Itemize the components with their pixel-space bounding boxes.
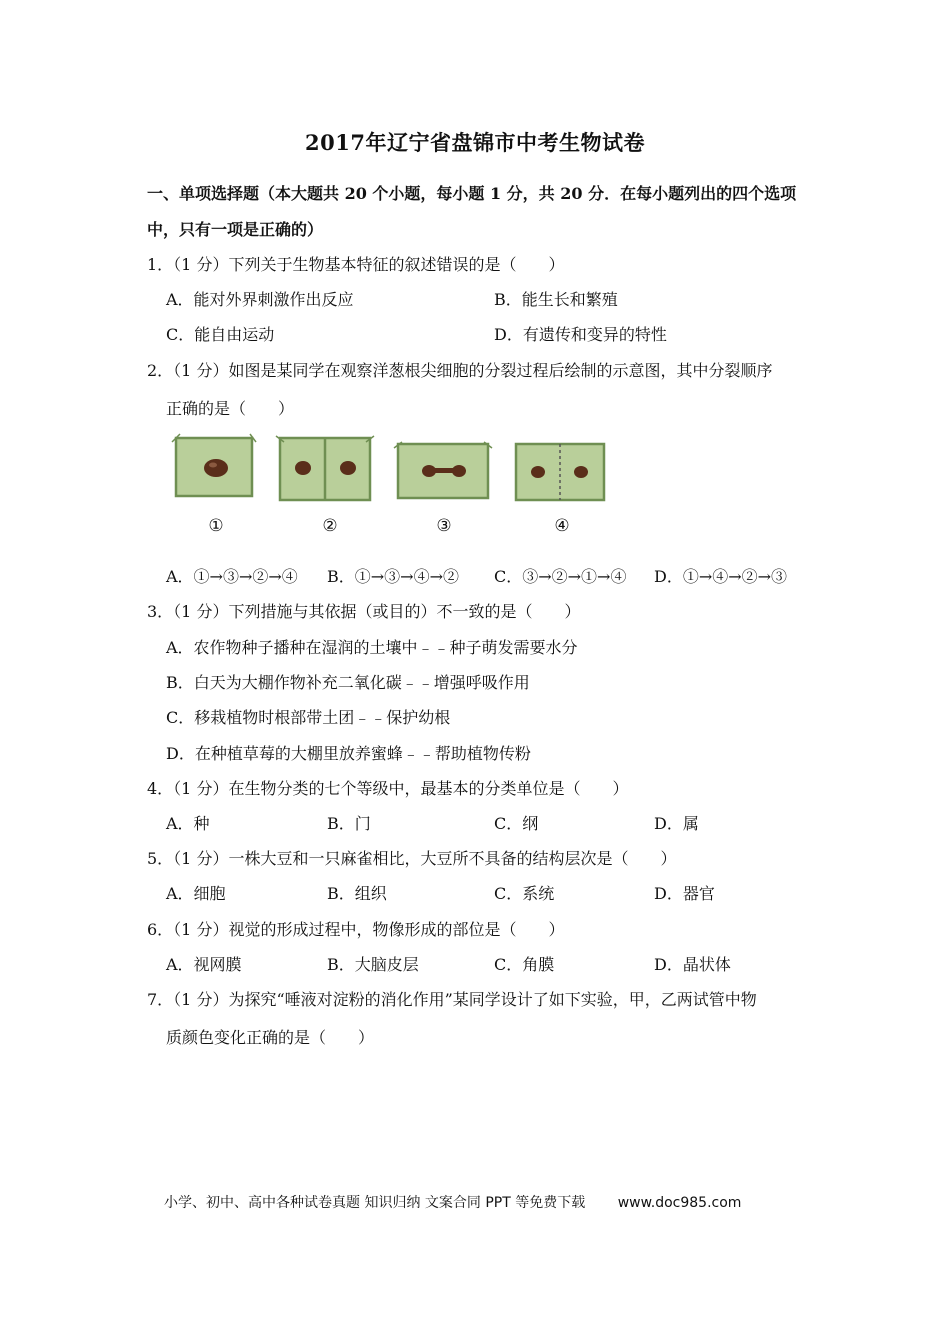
question-5-option-a: A．细胞 bbox=[166, 884, 226, 903]
question-4-option-d: D．属 bbox=[654, 814, 699, 833]
page-footer bbox=[164, 1192, 741, 1212]
question-1-option-b: B．能生长和繁殖 bbox=[494, 290, 618, 309]
question-1-option-d: D．有遗传和变异的特性 bbox=[494, 325, 667, 344]
question-7-stem-line1: 7．（1 分）为探究“唾液对淀粉的消化作用”某同学设计了如下实验，甲，乙两试管中物 bbox=[147, 990, 757, 1009]
question-5-option-b: B．组织 bbox=[327, 884, 387, 903]
question-1-option-a: A．能对外界刺激作出反应 bbox=[166, 290, 354, 309]
cell-4-diagram bbox=[516, 444, 604, 500]
question-7-stem-line2: 质颜色变化正确的是（ ） bbox=[166, 1028, 375, 1047]
question-2-option-a: A．①→③→②→④ bbox=[166, 567, 298, 586]
question-5-option-c: C．系统 bbox=[494, 884, 555, 903]
figure-label-3: ③ bbox=[436, 516, 452, 536]
question-3-option-b: B．白天为大棚作物补充二氧化碳﹣﹣增强呼吸作用 bbox=[166, 673, 530, 692]
figure-label-4: ④ bbox=[554, 516, 570, 536]
figure-label-1: ① bbox=[208, 516, 224, 536]
question-3-option-d: D．在种植草莓的大棚里放养蜜蜂﹣﹣帮助植物传粉 bbox=[166, 744, 531, 763]
question-2-stem-line1: 2．（1 分）如图是某同学在观察洋葱根尖细胞的分裂过程后绘制的示意图，其中分裂顺序 bbox=[147, 361, 773, 380]
question-5-stem: 5．（1 分）一株大豆和一只麻雀相比，大豆所不具备的结构层次是（ ） bbox=[147, 849, 677, 868]
figure-label-2: ② bbox=[322, 516, 338, 536]
question-2-option-d: D．①→④→②→③ bbox=[654, 567, 788, 586]
question-3-option-c: C．移栽植物时根部带土团﹣﹣保护幼根 bbox=[166, 708, 451, 727]
question-4-stem: 4．（1 分）在生物分类的七个等级中，最基本的分类单位是（ ） bbox=[147, 779, 629, 798]
question-5-option-d: D．器官 bbox=[654, 884, 715, 903]
question-6-option-a: A．视网膜 bbox=[166, 955, 242, 974]
question-4-option-c: C．纲 bbox=[494, 814, 539, 833]
cell-3-diagram bbox=[394, 442, 492, 498]
cell-2-diagram bbox=[276, 436, 374, 500]
question-6-stem: 6．（1 分）视觉的形成过程中，物像形成的部位是（ ） bbox=[147, 920, 565, 939]
section-heading-line2: 中，只有一项是正确的） bbox=[147, 220, 324, 239]
cell-1-diagram bbox=[172, 434, 256, 496]
cell-division-figure bbox=[170, 432, 610, 542]
question-2-stem-line2: 正确的是（ ） bbox=[166, 399, 295, 418]
footer-text: 小学、初中、高中各种试卷真题 知识归纳 文案合同 PPT 等免费下载 bbox=[164, 1195, 586, 1211]
footer-site-link[interactable]: www.doc985.com bbox=[617, 1195, 742, 1211]
cell-division-diagram bbox=[170, 432, 610, 542]
question-6-option-d: D．晶状体 bbox=[654, 955, 731, 974]
question-2-option-b: B．①→③→④→② bbox=[327, 567, 459, 586]
question-2-option-c: C．③→②→①→④ bbox=[494, 567, 627, 586]
page-title: 2017年辽宁省盘锦市中考生物试卷 bbox=[305, 130, 645, 155]
question-3-option-a: A．农作物种子播种在湿润的土壤中﹣﹣种子萌发需要水分 bbox=[166, 638, 578, 657]
question-1-stem: 1．（1 分）下列关于生物基本特征的叙述错误的是（ ） bbox=[147, 255, 565, 274]
question-1-option-c: C．能自由运动 bbox=[166, 325, 275, 344]
section-heading-line1: 一、单项选择题（本大题共 20 个小题，每小题 1 分，共 20 分．在每小题列出的四个选项 bbox=[147, 184, 797, 203]
question-3-stem: 3．（1 分）下列措施与其依据（或目的）不一致的是（ ） bbox=[147, 602, 581, 621]
question-4-option-b: B．门 bbox=[327, 814, 371, 833]
question-4-option-a: A．种 bbox=[166, 814, 210, 833]
question-6-option-b: B．大脑皮层 bbox=[327, 955, 419, 974]
question-6-option-c: C．角膜 bbox=[494, 955, 555, 974]
